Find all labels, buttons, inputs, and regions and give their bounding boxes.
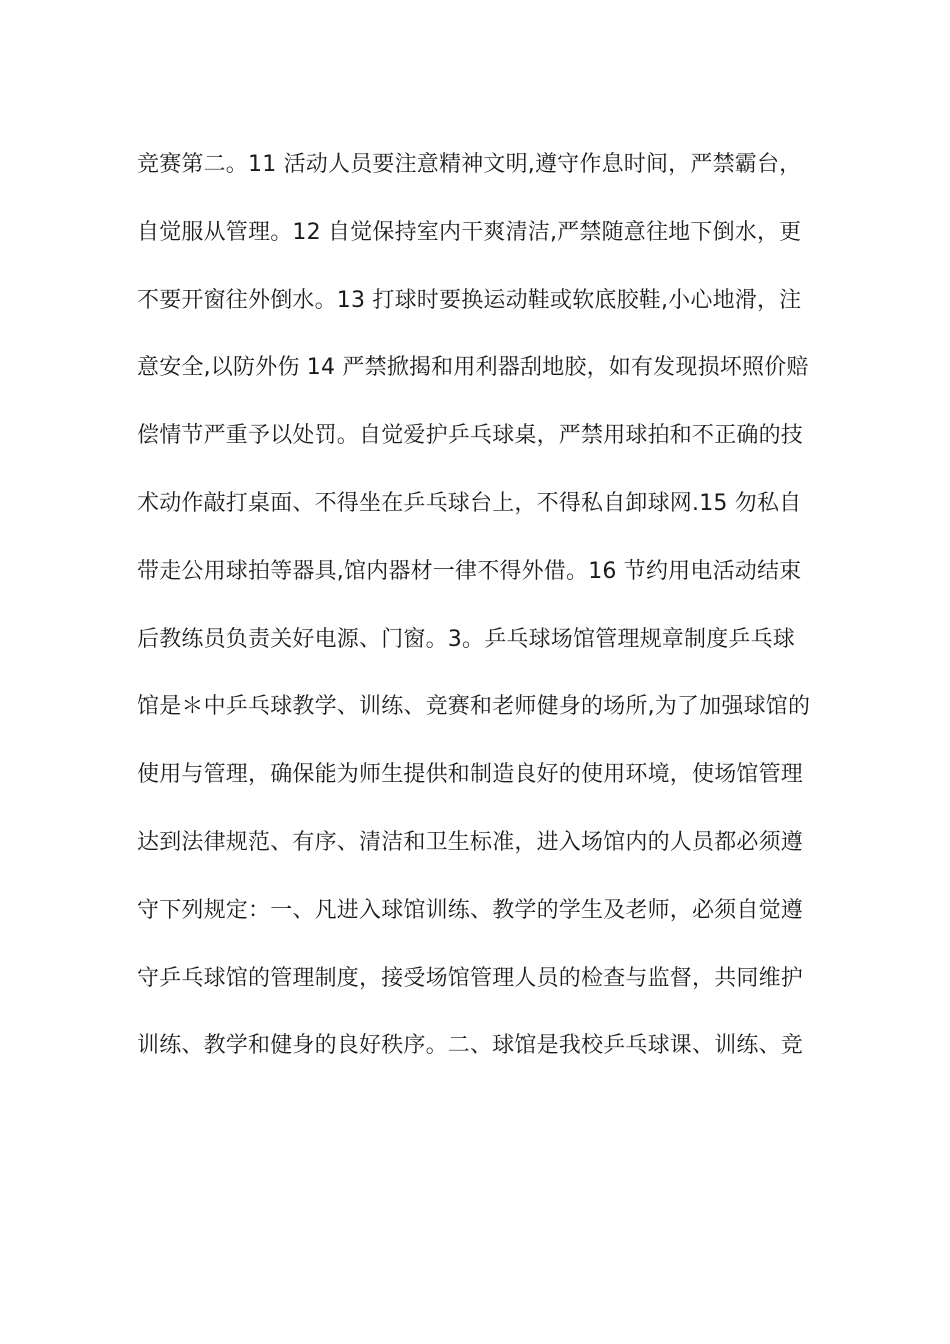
text-line: 训练、教学和健身的良好秩序。二、球馆是我校乒乓球课、训练、竞 bbox=[137, 1033, 804, 1059]
text-line: 带走公用球拍等器具,馆内器材一律不得外借。16 节约用电活动结束 bbox=[137, 558, 802, 584]
text-line: 不要开窗往外倒水。13 打球时要换运动鞋或软底胶鞋,小心地滑，注 bbox=[137, 287, 802, 313]
text-line: 达到法律规范、有序、清洁和卫生标准，进入场馆内的人员都必须遵 bbox=[137, 829, 804, 855]
text-line: 自觉服从管理。12 自觉保持室内干爽清洁,严禁随意往地下倒水，更 bbox=[137, 219, 802, 245]
text-line: 守乒乓球馆的管理制度，接受场馆管理人员的检查与监督，共同维护 bbox=[137, 965, 804, 991]
text-line: 竞赛第二。11 活动人员要注意精神文明,遵守作息时间，严禁霸台， bbox=[137, 152, 802, 177]
text-line: 守下列规定：一、凡进入球馆训练、教学的学生及老师，必须自觉遵 bbox=[137, 897, 804, 923]
text-line: 意安全,以防外伤 14 严禁掀揭和用利器刮地胶，如有发现损坏照价赔 bbox=[137, 355, 809, 381]
text-line: 后教练员负责关好电源、门窗。3。乒乓球场馆管理规章制度乒乓球 bbox=[137, 626, 795, 652]
text-line: 馆是＊中乒乓球教学、训练、竞赛和老师健身的场所,为了加强球馆的 bbox=[137, 694, 811, 720]
text-line: 术动作敲打桌面、不得坐在乒乓球台上，不得私自卸球网.15 勿私自 bbox=[137, 490, 802, 516]
body-text bbox=[137, 142, 827, 1091]
text-line: 使用与管理，确保能为师生提供和制造良好的使用环境，使场馆管理 bbox=[137, 762, 804, 788]
text-line: 偿情节严重予以处罚。自觉爱护乒乓球桌，严禁用球拍和不正确的技 bbox=[137, 423, 804, 449]
